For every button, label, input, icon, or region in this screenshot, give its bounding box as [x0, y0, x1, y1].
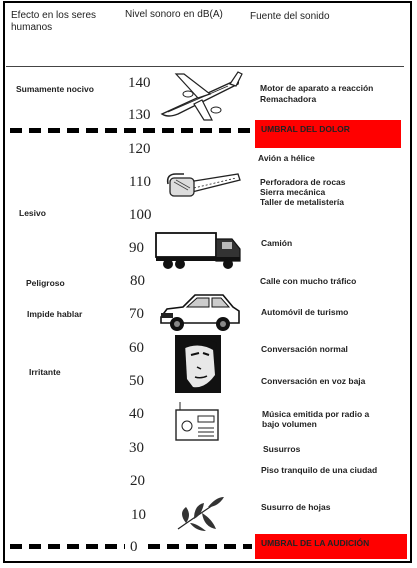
header-separator	[6, 66, 404, 67]
level-0: 0	[130, 539, 138, 555]
level-140: 140	[128, 75, 151, 91]
truck-icon	[154, 229, 244, 271]
source-radio-music-line2: bajo volumen	[262, 419, 317, 429]
level-70: 70	[129, 306, 144, 322]
level-100: 100	[129, 207, 152, 223]
level-20: 20	[130, 473, 145, 489]
source-rustling-leaves: Susurro de hojas	[261, 502, 331, 512]
source-chainsaw: Sierra mecánica	[260, 187, 326, 197]
source-normal-conversation: Conversación normal	[261, 344, 348, 354]
hearing-threshold-line-left	[10, 544, 125, 549]
level-30: 30	[129, 440, 144, 456]
radio-icon	[174, 402, 220, 444]
source-rock-drill: Perforadora de rocas	[260, 177, 346, 187]
source-jet-engine: Motor de aparato a reacción	[260, 83, 374, 93]
level-130: 130	[128, 107, 151, 123]
airplane-icon	[158, 70, 244, 124]
effect-irritating: Irritante	[29, 367, 61, 377]
level-10: 10	[131, 507, 146, 523]
level-header: Nivel sonoro en dB(A)	[125, 9, 223, 20]
source-header: Fuente del sonido	[250, 11, 330, 22]
source-passenger-car: Automóvil de turismo	[261, 307, 349, 317]
source-metal-workshop: Taller de metalistería	[260, 197, 344, 207]
source-whispers: Susurros	[263, 444, 301, 454]
source-quiet-apartment: Piso tranquilo de una ciudad	[261, 465, 378, 475]
car-icon	[157, 291, 243, 335]
pain-threshold-line	[10, 128, 252, 133]
effect-header: Efecto en los seres humanos	[11, 10, 97, 33]
effect-dangerous: Peligroso	[26, 278, 65, 288]
level-90: 90	[129, 240, 144, 256]
effect-extremely-harmful: Sumamente nocivo	[16, 84, 94, 94]
effect-harmful: Lesivo	[19, 208, 46, 218]
source-whisper-conversation: Conversación en voz baja	[261, 376, 366, 386]
hearing-threshold-line-right	[148, 544, 252, 549]
level-60: 60	[129, 340, 144, 356]
chainsaw-icon	[164, 168, 242, 202]
hearing-threshold-label: UMBRAL DE LA AUDICIÓN	[255, 534, 407, 559]
source-truck: Camión	[261, 238, 293, 248]
effect-prevents-speech: Impide hablar	[27, 309, 83, 319]
level-110: 110	[129, 174, 151, 190]
level-120: 120	[128, 141, 151, 157]
level-40: 40	[129, 406, 144, 422]
pain-threshold-label: UMBRAL DEL DOLOR	[255, 120, 401, 148]
leaves-icon	[172, 493, 228, 535]
level-50: 50	[129, 373, 144, 389]
source-riveter: Remachadora	[260, 94, 317, 104]
source-propeller-plane: Avión a hélice	[258, 153, 315, 163]
face-icon	[175, 335, 221, 393]
source-radio-music-line1: Música emitida por radio a	[262, 409, 370, 419]
source-heavy-traffic: Calle con mucho tráfico	[260, 276, 357, 286]
level-80: 80	[130, 273, 145, 289]
